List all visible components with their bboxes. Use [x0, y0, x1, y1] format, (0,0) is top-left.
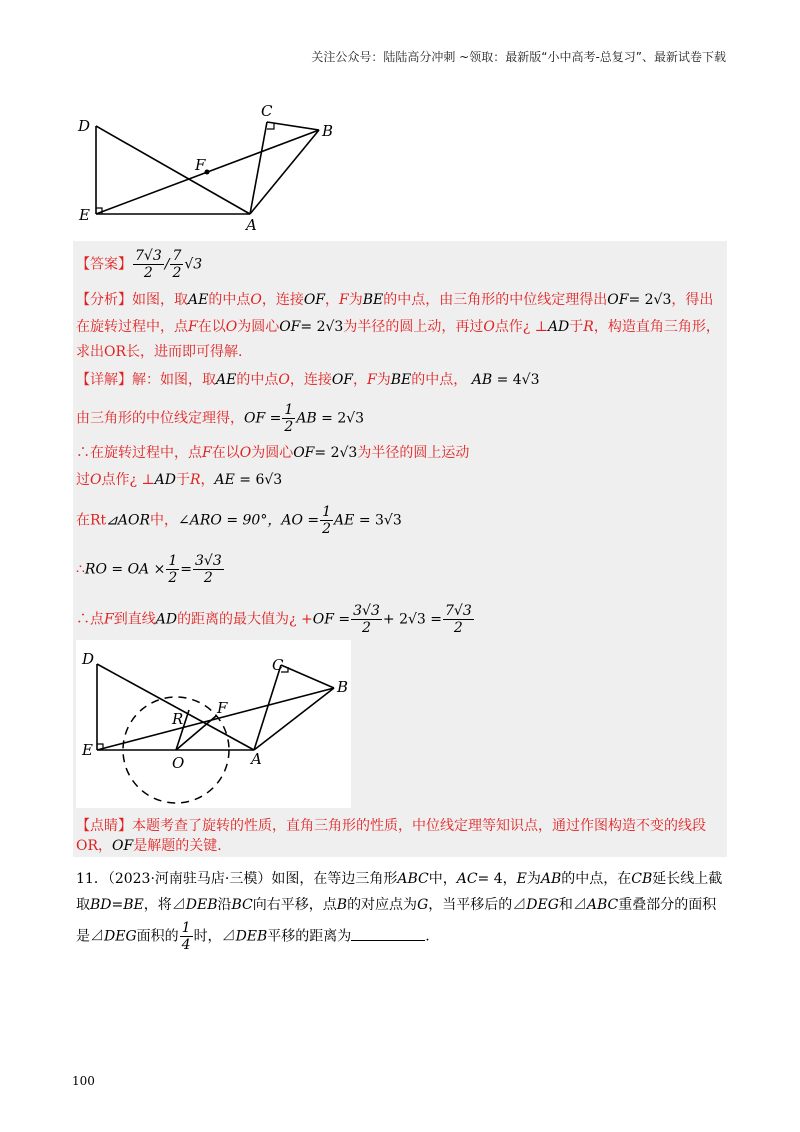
detail-line-5: 在Rt⊿AOR中，∠ARO = 90°，AO = $\frac{1}{2}$ AE = 3√3: [76, 504, 402, 537]
fig1-label-f: F: [195, 156, 206, 174]
figure-2: [76, 640, 351, 808]
detail-line-2: 由三角形的中位线定理得，OF = $\frac{1}{2}$ AB = 2√3: [76, 402, 365, 435]
detail-line-1: 【详解】解：如图，取AE的中点O，连接OF，F为BE的中点， AB = 4√3: [76, 372, 540, 388]
page-header: 关注公众号：陆陆高分冲刺 ~领取：最新版“小中高考-总复习”、最新试卷下载: [311, 50, 726, 64]
fig2-label-r: R: [172, 710, 184, 728]
answer-line: 【答案】 $\frac{7√3}{2}$ / $\frac{7}{2}$ √3: [76, 248, 203, 281]
fig1-label-a: A: [246, 216, 257, 233]
fig2-label-a: A: [251, 750, 262, 768]
question-11-line-2: 取BD=BE，将⊿DEB沿BC向右平移，点B的对应点为G，当平移后的⊿DEG和⊿ABC重叠部分的面积: [76, 897, 717, 913]
fig2-label-c: C: [272, 656, 284, 674]
fig2-label-f: F: [217, 699, 228, 717]
answer-blank[interactable]: [351, 928, 425, 941]
fig1-label-c: C: [261, 102, 273, 120]
fig1-label-b: B: [322, 122, 334, 140]
fig2-label-o: O: [172, 754, 185, 772]
fig2-label-d: D: [82, 650, 95, 668]
fig2-label-b: B: [337, 678, 349, 696]
analysis-line-1: 【分析】如图，取AE的中点O，连接OF，F为BE的中点，由三角形的中位线定理得出OF= 2√3，得出: [76, 292, 714, 308]
question-11-line-3: 是⊿DEG面积的 $\frac{1}{4}$ 时，⊿DEB平移的距离为 .: [76, 920, 430, 953]
comment-line-1: 【点睛】本题考查了旋转的性质，直角三角形的性质，中位线定理等知识点，通过作图构造不变的线段: [76, 818, 706, 834]
detail-line-4: 过O点作¿ ⊥AD于R，AE = 6√3: [76, 472, 283, 488]
fig2-label-e: E: [82, 741, 93, 759]
detail-line-7: ∴点F到直线AD的距离的最大值为¿ +OF = $\frac{3√3}{2}$ + 2√3 = $\frac{7√3}{2}$: [76, 603, 472, 636]
analysis-line-3: 求出OR长，进而即可得解.: [76, 344, 243, 360]
comment-line-2: OR，OF是解题的关键.: [76, 838, 222, 854]
fig1-label-d: D: [78, 117, 91, 135]
question-11-line-1: 11．（2023·河南驻马店·三模）如图，在等边三角形ABC中，AC= 4，E为AB的中点，在CB延长线上截: [76, 871, 723, 887]
detail-line-3: ∴在旋转过程中，点F在以O为圆心OF= 2√3为半径的圆上运动: [76, 445, 470, 461]
fig1-label-e: E: [79, 206, 90, 224]
figure-1: [74, 98, 344, 233]
page-number: 100: [72, 1074, 95, 1088]
analysis-line-2: 在旋转过程中，点F在以O为圆心OF= 2√3为半径的圆上动，再过O点作¿ ⊥AD于R，构造直角三角形，: [76, 319, 720, 335]
detail-line-6: ∴RO = OA × $\frac{1}{2}$ = $\frac{3√3}{2}$: [76, 553, 222, 586]
